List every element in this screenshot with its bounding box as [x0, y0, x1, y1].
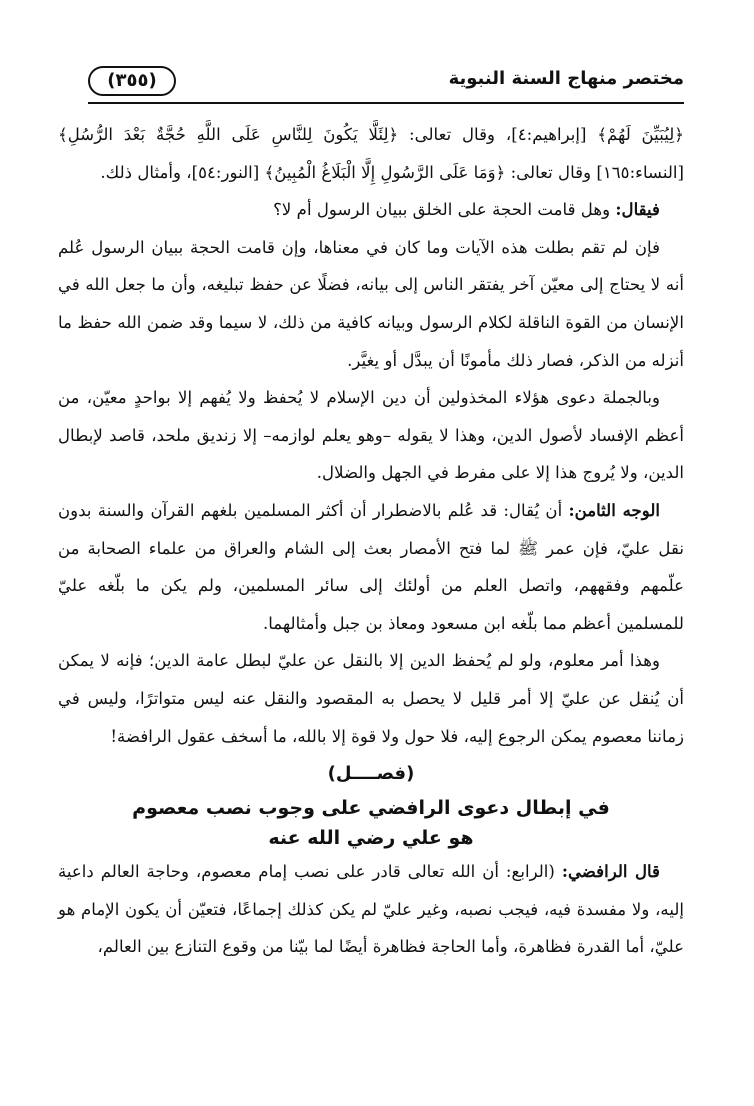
section-heading: [58, 755, 684, 853]
section-label: (فصــــل): [327, 763, 415, 785]
paragraph: فإن لم تقم بطلت هذه الآيات وما كان في معناها، وإن قامت الحجة ببيان الرسول عُلم أنه لا يحتاج إلى معيّن آخر يفتقر الناس إلى بيانه، فضلًا عن حفظ تبليغه، وأن ما جعل الله في الإنسان من القوة الناقلة لكلام الرسول وبيانه كافية من ذلك، لا سيما وقد ضمن الله حفظ ما أنزله من الذكر، فصار ذلك مأمونًا أن يبدَّل أو يغيَّر.: [58, 237, 684, 370]
paragraph-eighth-aspect: الوجه الثامن: أن يُقال: قد عُلم بالاضطرار أن أكثر المسلمين بلغهم القرآن والسنة بدون نقل عليّ، فإن عمر ﷺ لما فتح الأمصار بعث إلى الشام والعراق من علماء الصحابة من علّمهم وفقههم، واتصل العلم من أولئك إلى سائر المسلمين، ولم يكن ما بلّغه عليّ للمسلمين أعظم مما بلّغه ابن مسعود ومعاذ بن جبل وأمثالهما.: [58, 499, 684, 633]
section-title-line-1: في إبطال دعوى الرافضي على وجوب نصب معصوم: [132, 797, 610, 820]
paragraph-question: فيقال: وهل قامت الحجة على الخلق ببيان الرسول أم لا؟: [273, 199, 660, 220]
paragraph-quran-citations: ﴿لِيُبَيِّنَ لَهُمْ﴾ [إبراهيم:٤]، وقال تعالى: ﴿لِئَلَّا يَكُونَ لِلنَّاسِ عَلَى اللَّهِ حُجَّةٌ بَعْدَ الرُّسُلِ﴾ [النساء:١٦٥] وقال تعالى: ﴿وَمَا عَلَى الرَّسُولِ إِلَّا الْبَلَاغُ الْمُبِينُ﴾ [النور:٥٤]، وأمثال ذلك.: [58, 125, 684, 182]
paragraph-lead: فيقال:: [615, 199, 660, 220]
paragraph-rafidi-claim: قال الرافضي: (الرابع: أن الله تعالى قادر على نصب إمام معصوم، وحاجة العالم داعية إليه، ولا مفسدة فيه، فيجب نصبه، وغير عليّ لم يكن كذلك إجماعًا، فتعيّن أن يكون الإمام هو عليّ، أما القدرة فظاهرة، وأما الحاجة فظاهرة أيضًا لما بيّنا من وقوع التنازع بين العالم،: [58, 861, 684, 957]
section-title-line-2: هو علي رضي الله عنه: [268, 827, 474, 850]
page-header: [88, 62, 684, 104]
paragraph-lead: الوجه الثامن:: [568, 499, 661, 520]
running-title: مختصر منهاج السنة النبوية: [448, 68, 684, 89]
paragraph-lead: قال الرافضي:: [561, 861, 660, 882]
page-number: (٣٥٥): [88, 66, 176, 96]
page-body: [58, 116, 684, 966]
paragraph: وبالجملة دعوى هؤلاء المخذولين أن دين الإسلام لا يُحفظ ولا يُفهم إلا بواحدٍ معيّن، من أعظم الإفساد لأصول الدين، وهذا لا يقوله –وهو يعلم لوازمه– إلا زنديق ملحد، قاصد لإبطال الدين، ولا يُروج هذا إلا على مفرط في الجهل والضلال.: [58, 388, 684, 483]
paragraph: وهذا أمر معلوم، ولو لم يُحفظ الدين إلا بالنقل عن عليّ لبطل عامة الدين؛ فإنه لا يمكن أن يُنقل عن عليّ إلا أمر قليل لا يحصل به المقصود والنقل عنه ليس متواترًا، وليس في زماننا معصوم يمكن الرجوع إليه، فلا حول ولا قوة إلا بالله، ما أسخف عقول الرافضة!: [58, 651, 684, 746]
